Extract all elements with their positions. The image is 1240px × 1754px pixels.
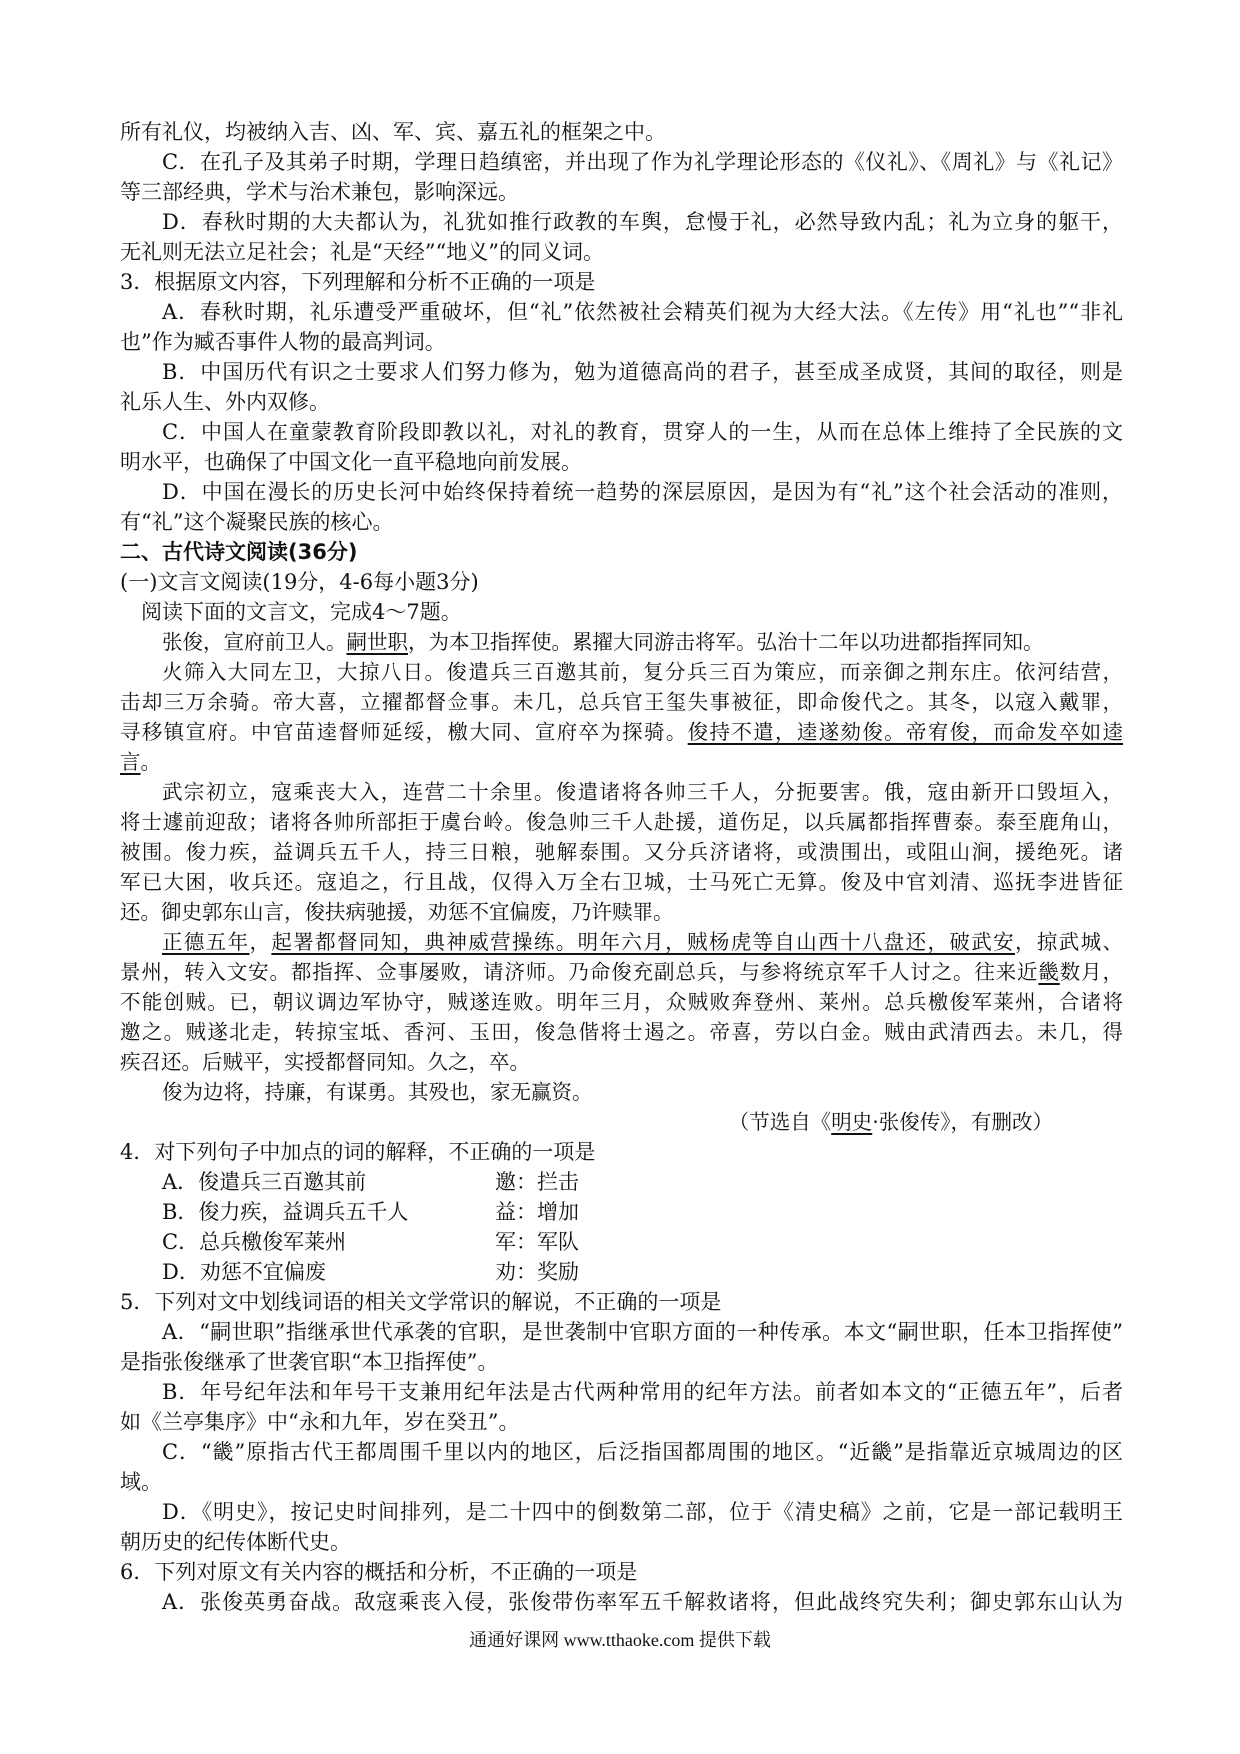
text-segment: D．春秋时期的大夫都认为，礼犹如推行政教的车舆，怠慢于礼，必然导致内乱；礼为立身的躯干， <box>162 210 1123 234</box>
text-segment: 数月， <box>1059 960 1123 984</box>
text-line <box>120 1287 1123 1317</box>
text-segment: D．中国在漫长的历史长河中始终保持着统一趋势的深层原因，是因为有“礼”这个社会活动的准则， <box>162 480 1123 504</box>
text-segment: ，为本卫指挥使。累擢大同游击将军。弘治十二年以功进都指挥同知。 <box>408 630 1044 654</box>
text-line <box>120 1497 1123 1527</box>
text-segment: 是指张俊继承了世袭官职“本卫指挥使”。 <box>120 1350 499 1374</box>
text-line <box>120 1167 1123 1197</box>
underlined-text: 俊持不遣，逵遂劾俊。帝宥俊，而命发卒如逵 <box>687 720 1123 744</box>
text-segment: 将士遽前迎敌；诸将各帅所部拒于虞台岭。俊急帅三千人赴援，道伤足，以兵属都指挥曹泰。泰至鹿角山， <box>120 810 1123 834</box>
text-line <box>120 717 1123 747</box>
text-segment: 6．下列对原文有关内容的概括和分析，不正确的一项是 <box>120 1560 638 1584</box>
text-line <box>120 507 1123 537</box>
text-segment: ，掠武城、 <box>1015 930 1123 954</box>
text-line <box>120 1527 1123 1557</box>
page-footer: 通通好课网 www.tthaoke.com 提供下载 <box>469 1630 771 1650</box>
text-line <box>120 1107 1123 1137</box>
text-segment: ·张俊传》，有删改） <box>872 1110 1053 1134</box>
text-segment: 阅读下面的文言文，完成4～7题。 <box>141 600 462 624</box>
underlined-text: 畿 <box>1038 960 1060 984</box>
text-line <box>120 117 1123 147</box>
text-line <box>120 627 1123 657</box>
text-segment: 武宗初立，寇乘丧大入，连营二十余里。俊遣诸将各帅三千人，分扼要害。俄，寇由新开口毁垣入， <box>162 780 1123 804</box>
text-segment: 击却三万余骑。帝大喜，立擢都督佥事。未几，总兵官王玺失事被征，即命俊代之。其冬，以寇入戴罪， <box>120 690 1123 714</box>
text-segment: (一)文言文阅读(19分，4-6每小题3分) <box>120 570 479 594</box>
underlined-text: 嗣世职 <box>346 630 408 654</box>
text-line <box>120 777 1123 807</box>
text-segment: A．张俊英勇奋战。敌寇乘丧入侵，张俊带伤率军五千解救诸将，但此战终究失利；御史郭东山认为 <box>162 1590 1123 1614</box>
text-segment: 如《兰亭集序》中“永和九年，岁在癸丑”。 <box>120 1410 520 1434</box>
text-segment: 有“礼”这个凝聚民族的核心。 <box>120 510 394 534</box>
text-line <box>120 147 1123 177</box>
text-line <box>120 567 1123 597</box>
text-line <box>120 867 1123 897</box>
text-line <box>120 357 1123 387</box>
text-segment: 邀之。贼遂北走，转掠宝坻、香河、玉田，俊急偕将士遏之。帝喜，劳以白金。贼由武清西去。未几，得 <box>120 1020 1123 1044</box>
text-segment: 二、古代诗文阅读(36分) <box>120 540 358 564</box>
option-sentence: B．俊力疾，益调兵五千人 <box>162 1200 409 1224</box>
text-line <box>120 897 1123 927</box>
text-line <box>120 327 1123 357</box>
text-line <box>120 597 1123 627</box>
text-line <box>120 927 1123 957</box>
text-line <box>120 1407 1123 1437</box>
text-segment: 军：军队 <box>495 1230 579 1254</box>
text-segment: 不能创贼。已，朝议调边军协守，贼遂连败。明年三月，众贼败奔登州、莱州。总兵檄俊军莱州，合诸将 <box>120 990 1123 1014</box>
text-segment: A．春秋时期，礼乐遭受严重破坏，但“礼”依然被社会精英们视为大经大法。《左传》用“礼也”“非礼 <box>162 300 1123 324</box>
text-segment: 等三部经典，学术与治术兼包，影响深远。 <box>120 180 519 204</box>
text-segment: 域。 <box>120 1470 162 1494</box>
text-segment: B．年号纪年法和年号干支兼用纪年法是古代两种常用的纪年方法。前者如本文的“正德五年”，后者 <box>162 1380 1123 1404</box>
text-line <box>120 957 1123 987</box>
text-segment: 5．下列对文中划线词语的相关文学常识的解说，不正确的一项是 <box>120 1290 722 1314</box>
text-line <box>120 177 1123 207</box>
text-line <box>120 1047 1123 1077</box>
text-line <box>120 1587 1123 1617</box>
text-segment: 俊为边将，持廉，有谋勇。其殁也，家无赢资。 <box>162 1080 593 1104</box>
text-segment: C．“畿”原指古代王都周围千里以内的地区，后泛指国都周围的地区。“近畿”是指靠近京城周边的区 <box>162 1440 1123 1464</box>
text-segment: 礼乐人生、外内双修。 <box>120 390 330 414</box>
option-sentence: C．总兵檄俊军莱州 <box>162 1230 347 1254</box>
text-segment: 朝历史的纪传体断代史。 <box>120 1530 351 1554</box>
text-segment: 军已大困，收兵还。寇追之，行且战，仅得入万全右卫城，士马死亡无算。俊及中官刘清、巡抚李进皆征 <box>120 870 1123 894</box>
text-line <box>120 1467 1123 1497</box>
text-segment: 被围。俊力疾，益调兵五千人，持三日粮，驰解泰围。又分兵济诸将，或溃围出，或阻山涧，援绝死。诸 <box>120 840 1123 864</box>
text-line <box>120 207 1123 237</box>
text-line <box>120 1197 1123 1227</box>
text-line <box>120 657 1123 687</box>
text-segment: 4．对下列句子中加点的词的解释，不正确的一项是 <box>120 1140 596 1164</box>
text-line <box>120 267 1123 297</box>
text-segment: 3．根据原文内容，下列理解和分析不正确的一项是 <box>120 270 596 294</box>
text-line <box>120 807 1123 837</box>
underlined-text: 正德五年 <box>162 930 250 954</box>
underlined-text: 明史 <box>831 1110 873 1134</box>
text-line <box>120 1437 1123 1467</box>
text-segment: D．《明史》，按记史时间排列，是二十四中的倒数第二部，位于《清史稿》之前，它是一部记载明王 <box>162 1500 1123 1524</box>
text-line <box>120 747 1123 777</box>
text-line <box>120 1317 1123 1347</box>
text-segment: 。 <box>140 750 161 774</box>
text-segment: 邀：拦击 <box>495 1170 579 1194</box>
text-line <box>120 1347 1123 1377</box>
underlined-text: 起署都督同知，典神威营操练。明年六月，贼杨虎等自山西十八盘还，破武安 <box>271 930 1016 954</box>
text-line <box>120 1077 1123 1107</box>
text-segment: 疾召还。后贼平，实授都督同知。久之，卒。 <box>120 1050 530 1074</box>
text-line <box>120 417 1123 447</box>
text-segment: 寻移镇宣府。中官苗逵督师延绥，檄大同、宣府卒为探骑。 <box>120 720 688 744</box>
option-sentence: D．劝惩不宜偏废 <box>162 1260 326 1284</box>
text-segment: 还。御史郭东山言，俊扶病驰援，劝惩不宜偏废，乃许赎罪。 <box>120 900 674 924</box>
text-line <box>120 1227 1123 1257</box>
text-line <box>120 537 1123 567</box>
text-line <box>120 1137 1123 1167</box>
text-line <box>120 297 1123 327</box>
document-body <box>120 117 1123 1617</box>
text-line <box>120 687 1123 717</box>
text-line <box>120 987 1123 1017</box>
text-line <box>120 477 1123 507</box>
text-line <box>120 387 1123 417</box>
text-segment: A．“嗣世职”指继承世代承袭的官职，是世袭制中官职方面的一种传承。本文“嗣世职，任本卫指挥使” <box>162 1320 1123 1344</box>
text-segment: 张俊，宣府前卫人。 <box>162 630 347 654</box>
text-line <box>120 447 1123 477</box>
underlined-text: 言 <box>120 750 141 774</box>
text-line <box>120 1377 1123 1407</box>
text-segment: B．中国历代有识之士要求人们努力修为，勉为道德高尚的君子，甚至成圣成贤，其间的取径，则是 <box>162 360 1123 384</box>
text-segment: 火筛入大同左卫，大掠八日。俊遣兵三百邀其前，复分兵三百为策应，而亲御之荆东庄。依河结营， <box>162 660 1123 684</box>
text-line <box>120 237 1123 267</box>
text-segment: 无礼则无法立足社会；礼是“天经”“地义”的同义词。 <box>120 240 604 264</box>
text-line <box>120 1017 1123 1047</box>
text-segment: 景州，转入文安。都指挥、佥事屡败，请济师。乃命俊充副总兵，与参将统京军千人讨之。往来近 <box>120 960 1039 984</box>
text-segment: C．中国人在童蒙教育阶段即教以礼，对礼的教育，贯穿人的一生，从而在总体上维持了全民族的文 <box>162 420 1123 444</box>
text-segment: C．在孔子及其弟子时期，学理日趋缜密，并出现了作为礼学理论形态的《仪礼》、《周礼》与《礼记》 <box>162 150 1123 174</box>
text-segment: 所有礼仪，均被纳入吉、凶、军、宾、嘉五礼的框架之中。 <box>120 120 666 144</box>
text-line <box>120 837 1123 867</box>
text-line <box>120 1257 1123 1287</box>
text-segment: 明水平，也确保了中国文化一直平稳地向前发展。 <box>120 450 582 474</box>
text-segment: 益：增加 <box>495 1200 579 1224</box>
text-segment: 劝：奖励 <box>495 1260 579 1284</box>
option-sentence: A．俊遣兵三百邀其前 <box>162 1170 367 1194</box>
text-segment: （节选自《 <box>728 1110 832 1134</box>
text-segment: 也”作为臧否事件人物的最高判词。 <box>120 330 446 354</box>
text-line <box>120 1557 1123 1587</box>
text-segment: ， <box>249 930 272 954</box>
